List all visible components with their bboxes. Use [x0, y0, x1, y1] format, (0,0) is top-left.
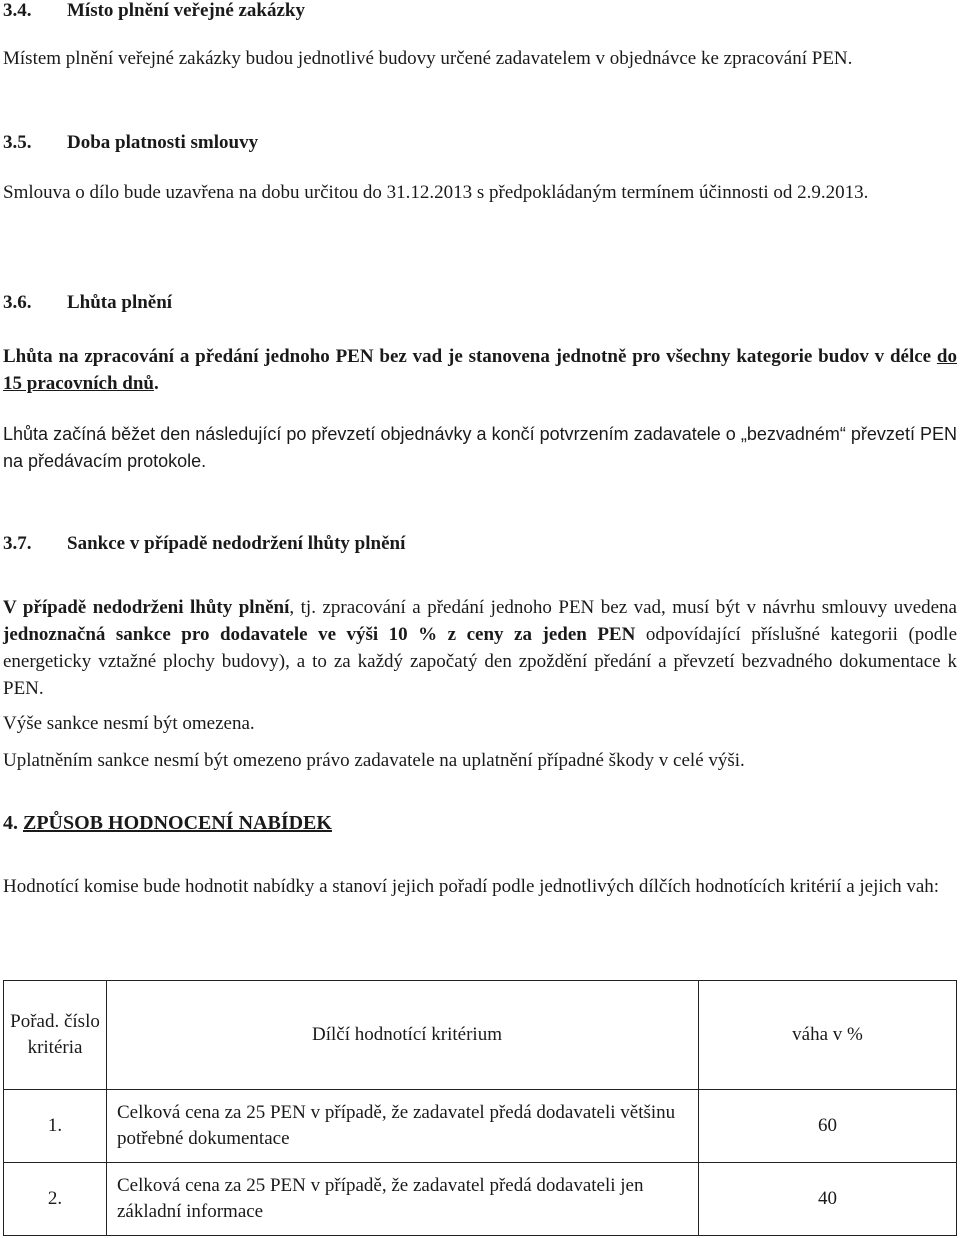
section-title: Lhůta plnění: [67, 292, 173, 313]
section-4-paragraph: Hodnotící komise bude hodnotit nabídky a stanoví jejich pořadí podle jednotlivých dílčích hodnotících kritérií a jejich vah:: [3, 876, 940, 897]
section-number: 4.: [3, 812, 18, 834]
row-weight: 40: [699, 1163, 957, 1236]
section-title: Sankce v případě nedodržení lhůty plnění: [67, 533, 406, 554]
section-3-4-paragraph: Místem plnění veřejné zakázky budou jednotlivé budovy určené zadavatelem v objednávce ke zpracování PEN.: [3, 48, 853, 69]
sanction-text-2: odpovídající příslušné kategorii (podle energeticky vztažné plochy budovy), a to za každý započatý den zpoždění předání a převzetí bezvadného dokumentace k PEN.: [3, 624, 957, 699]
table-row: [4, 1163, 957, 1236]
section-3-5-heading: [3, 132, 957, 154]
section-3-4-heading: [3, 0, 957, 22]
row-criterion: Celková cena za 25 PEN v případě, že zadavatel předá dodavateli většinu potřebné dokumentace: [107, 1090, 699, 1163]
row-weight: 60: [699, 1090, 957, 1163]
table-row: [4, 1090, 957, 1163]
section-3-7-paragraph-limit: Výše sankce nesmí být omezena.: [3, 713, 255, 734]
section-3-5-paragraph: Smlouva o dílo bude uzavřena na dobu určitou do 31.12.2013 s předpokládaným termínem účinnosti od 2.9.2013.: [3, 182, 869, 203]
section-title: ZPŮSOB HODNOCENÍ NABÍDEK: [23, 812, 332, 834]
header-criterion: Dílčí hodnotící kritérium: [107, 981, 699, 1090]
section-title: Doba platnosti smlouvy: [67, 132, 259, 153]
row-number: 1.: [4, 1090, 107, 1163]
sanction-bold-lead: V případě nedodrženi lhůty plnění: [3, 597, 290, 618]
deadline-text: Lhůta na zpracování a předání jednoho PEN bez vad je stanovena jednotně pro všechny kategorie budov v délce: [3, 346, 937, 367]
section-3-7-paragraph-sanction: [3, 594, 957, 702]
section-3-7-paragraph-damages: Uplatněním sankce nesmí být omezeno právo zadavatele na uplatnění případné škody v celé výši.: [3, 750, 745, 771]
header-order-number: Pořad. číslo kritéria: [4, 981, 107, 1090]
deadline-underlined: do 15 pracovních dnů: [3, 346, 957, 394]
section-4-heading: [3, 812, 957, 835]
deadline-end: .: [153, 373, 159, 394]
table-header-row: [4, 981, 957, 1090]
section-number: 3.7.: [3, 533, 32, 554]
section-title: Místo plnění veřejné zakázky: [67, 0, 306, 21]
criteria-table: [3, 980, 957, 1236]
row-number: 2.: [4, 1163, 107, 1236]
section-number: 3.4.: [3, 0, 32, 21]
row-criterion: Celková cena za 25 PEN v případě, že zadavatel předá dodavateli jen základní informace: [107, 1163, 699, 1236]
section-3-6-heading: [3, 292, 957, 314]
sanction-bold-amount: jednoznačná sankce pro dodavatele ve výši 10 % z ceny za jeden PEN: [3, 624, 636, 645]
section-number: 3.6.: [3, 292, 32, 313]
section-3-6-paragraph-deadline: [3, 343, 957, 397]
section-number: 3.5.: [3, 132, 32, 153]
header-weight: váha v %: [699, 981, 957, 1090]
section-3-6-paragraph-start: Lhůta začíná běžet den následující po převzetí objednávky a končí potvrzením zadavatele o „bezvadném“ převzetí PEN na předávacím protokole.: [3, 424, 957, 471]
section-3-7-heading: [3, 533, 957, 555]
sanction-text-1: , tj. zpracování a předání jednoho PEN bez vad, musí být v návrhu smlouvy uvedena: [289, 597, 957, 618]
